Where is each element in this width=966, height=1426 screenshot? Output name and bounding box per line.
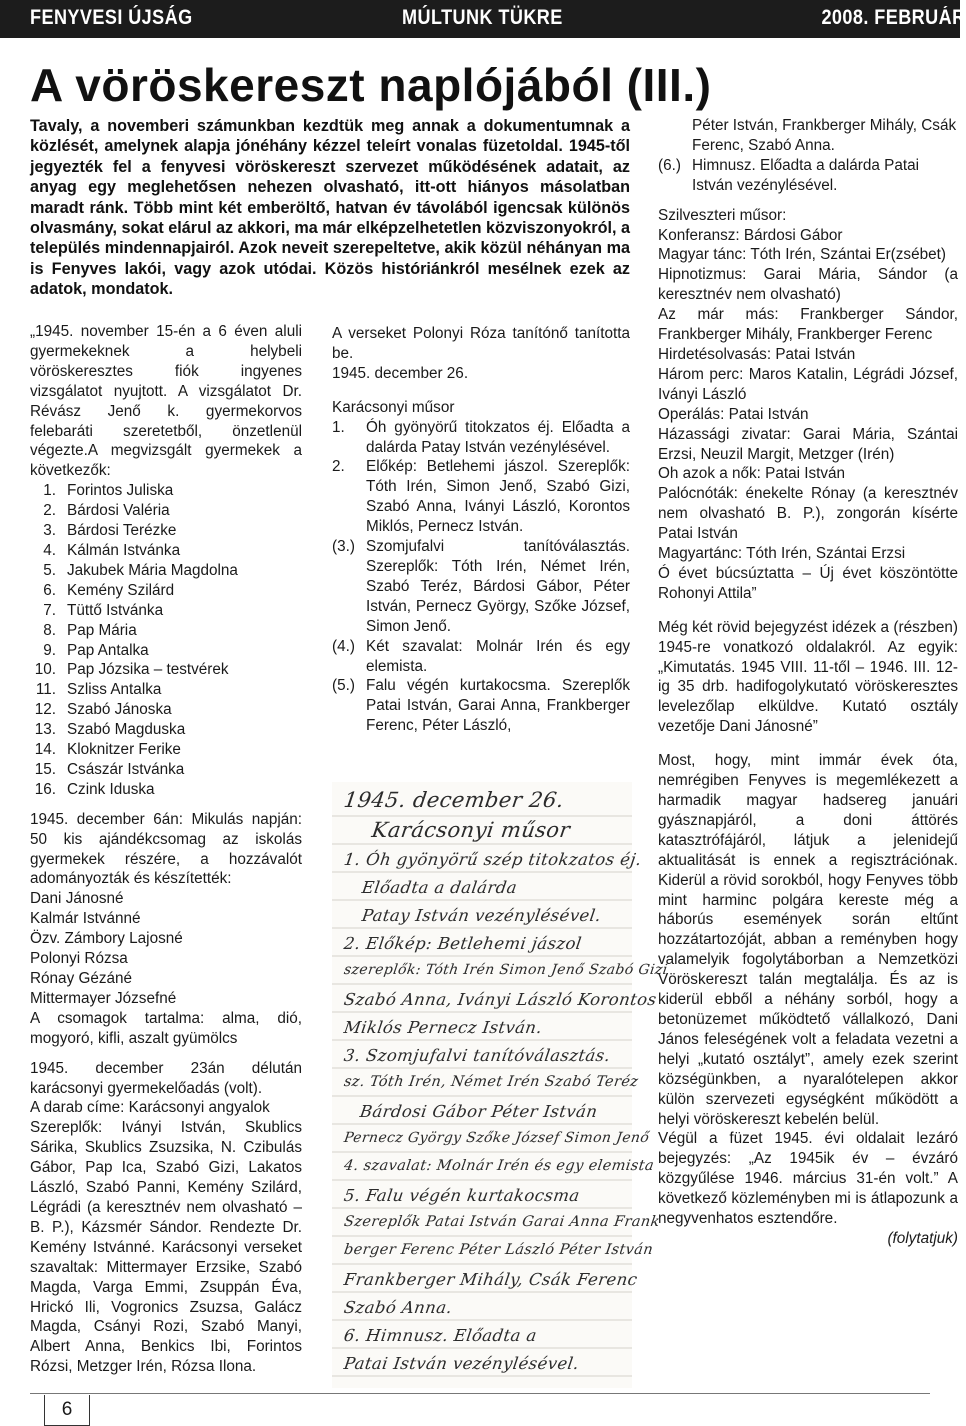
- list-item: 8. Pap Mária: [43, 621, 137, 639]
- handwritten-line: Patay István vezénylésével.: [360, 906, 603, 925]
- program-line: Házassági zivatar: Garai Mária, Szántai Erzsi, Neuzil Margit, Metzger (Irén): [658, 425, 958, 463]
- column-1: [30, 322, 302, 1377]
- list-item: (4.) Két szavalat: Molnár Irén és egy elemista.: [332, 637, 630, 675]
- header-bar: [0, 0, 966, 38]
- program-continuation: Péter István, Frankberger Mihály, Csák Ferenc, Szabó Anna.: [692, 117, 957, 154]
- date-line: 1945. december 26.: [332, 364, 469, 382]
- paragraph-commentary: Most, hogy, mint immár évek óta, nemrégiben Fenyves is megemlékezett a harmadik magyar hadsereg januári gyásznapjáról, a doni áttörés katasztrófájáról, látjuk a jelenidejű aktualitását is ennek a regisztrációnak. Kiderül a rövid sorokból, hogy Fenyves több mint harminc polgára kereste még a háborús események során eltűnt hozzátartozóját, abban a reményben hogy valamelyik fogolytáborban a Nemzetközi Vöröskereszt talán megtalálja. És az is kiderül ebből a néhány sorból, hogy a betonüzemet működtető vállalkozó, Dani János feleségének volt a feladata vezetni a helyi „kutató osztályt”, amely ezek szerint községünkben, a nyaralótelepen akkor külön szervezeti egységként működött a helyi vöröskereszt kebelén belül.: [658, 752, 958, 1128]
- paragraph-package: A csomagok tartalma: alma, dió, mogyoró, kifli, aszalt gyümölcs: [30, 1009, 302, 1047]
- program-line: Operálás: Patai István: [658, 405, 809, 423]
- column-3: [658, 116, 958, 1249]
- handwritten-line: Bárdosi Gábor Péter István: [358, 1102, 599, 1121]
- handwritten-line: 4. szavalat: Molnár Irén és egy elemista: [342, 1158, 656, 1174]
- paragraph-records: Még két rövid bejegyzést idézek a (részben) 1945-re vonatkozó oldalakról. Az egyik: „Kimutatás. 1945 VIII. 11-től – 1946. III. 12-ig 35 drb. hadifogolykutató vöröskeresztes levelezőlap elküldve. Kutató osztály vezetője Dani Jánosné”: [658, 618, 958, 736]
- paragraph-mikulas: 1945. december 6án: Mikulás napján: 50 kis ajándékcsomag az iskolás gyermekek részére, a hozzávalót adományozták és készítették:: [30, 810, 302, 888]
- handwritten-line: 6. Himnusz. Előadta a: [342, 1326, 539, 1345]
- donor-name: Polonyi Rózsa: [30, 950, 128, 968]
- paragraph-cast: Szereplők: Iványi István, Skublics Sárika, Skublics Zsuzsika, N. Czibulás Gábor, Pap Ica, Szabó Gizi, Lakatos László, Szabó Panni, Kemény Szilárd, Légrádi (a keresztnév nem olvasható – B. P.), Kázsmér Sándor. Rendezte Dr. Kemény Istvánné. Karácsonyi verseket szavaltak: Mittermayer Erzsike, Szabó Magda, Varga Emmi, Zsuppán Éva, Hrickó Ili, Vogronics Zsuzsa, Galácz Magda, Csányi Rozi, Szabó Manyi, Albert Anna, Benkics Ibi, Forintos Rózsi, Metzger Irén, Rózsa Ilona.: [30, 1119, 302, 1376]
- handwritten-line: 5. Falu végén kurtakocsma: [342, 1186, 582, 1205]
- list-item: 16. Czink Iduska: [34, 780, 155, 798]
- handwritten-line: sz. Tóth Irén, Német Irén Szabó Teréz: [342, 1074, 640, 1090]
- handwritten-line: Szabó Anna.: [342, 1298, 454, 1317]
- program-list-cont: [658, 156, 958, 196]
- handwritten-line: Szereplők Patai István Garai Anna Frank: [342, 1214, 661, 1230]
- list-item: 1. Forintos Juliska: [43, 482, 174, 500]
- donor-name: Kalmár Istvánné: [30, 910, 141, 928]
- handwritten-line: Miklós Pernecz István.: [342, 1018, 544, 1037]
- article-intro: Tavaly, a novemberi számunkban kezdtük meg annak a dokumentumnak a közlését, amelynek alapja jónéhány kézzel teleírt vonalas füzetoldal. 1945-től jegyezték fel a fenyvesi vöröskereszt szervezet működésének adatait, az anyag egy meglehetősen nehezen olvasható, itt-ott hiányos másolatban maradt ránk. Több mint két emberöltő, hatvan év távolából igencsak különös olvasmány, sokat elárul az akkori, ma már elképzelhetetlen közviszonyokról, a település mindennapjairól. Azok neveit szerepeltetve, akik közül néhányan ma is Fenyves lakói, vagy azok utódai. Közös históriánkról mesélnek ezek az adatok, mondatok.: [30, 117, 630, 299]
- handwritten-line: Karácsonyi műsor: [370, 818, 572, 842]
- program-list: [332, 418, 630, 737]
- handwritten-line: Előadta a dalárda: [360, 878, 519, 897]
- section-name: MÚLTUNK TÜKRE: [402, 6, 563, 29]
- handwritten-line: Pernecz György Szőke József Simon Jenő: [342, 1130, 651, 1146]
- list-item: 12. Szabó Jánoska: [34, 701, 172, 719]
- paragraph-christmas-show: 1945. december 23án délután karácsonyi gyermekelőadás (volt).: [30, 1059, 302, 1097]
- list-item: 5. Jakubek Mária Magdolna: [43, 561, 238, 579]
- list-item: 11. Szliss Antalka: [35, 681, 162, 699]
- footer-rule: [30, 1393, 930, 1394]
- list-item: 14. Kloknitzer Ferike: [34, 741, 181, 759]
- handwritten-line: Frankberger Mihály, Csák Ferenc: [342, 1270, 639, 1289]
- program-line: Három perc: Maros Katalin, Légrádi József, Iványi László: [658, 365, 958, 403]
- donor-name: Rónay Gézáné: [30, 970, 133, 987]
- to-be-continued: (folytatjuk): [887, 1229, 958, 1247]
- new-year-program-heading: Szilveszteri műsor:: [658, 206, 787, 224]
- paragraph-exam: „1945. november 15-én a 6 éven aluli gyermekeknek a helybeli vöröskeresztes fiók ingyenes vizsgálatot nyujtott. A vizsgálatot Dr. Révász Jenő k. gyermekorvos felebaráti szeretetből, önzetlenül végezte.A megvizsgált gyermekek a következők:: [30, 323, 302, 480]
- list-item: 2. Előkép: Betlehemi jászol. Szereplők: Tóth Irén, Simon Jenő, Szabó Gizi, Szabó Anna, Iványi László, Korontos Miklós, Pernecz István.: [332, 458, 630, 536]
- page-number: 6: [44, 1395, 90, 1426]
- list-item: (3.) Szomjufalvi tanítóválasztás. Szereplők: Tóth Irén, Német Irén, Szabó Teréz, Bárdosi Gábor, Péter István, Pernecz György, Szőke József, Simon Jenő.: [332, 538, 630, 635]
- handwritten-line: szereplők: Tóth Irén Simon Jenő Szabó Gizi: [342, 962, 669, 978]
- list-item: (5.) Falu végén kurtakocsma. Szereplők Patai István, Garai Anna, Frankberger Ferenc, Péter László,: [332, 677, 630, 735]
- handwritten-line: 1945. december 26.: [342, 788, 566, 812]
- list-item: 7. Tüttő Istvánka: [43, 601, 164, 619]
- donor-name: Mittermayer Józsefné: [30, 989, 177, 1007]
- list-item: 9. Pap Antalka: [43, 641, 149, 659]
- list-item: 13. Szabó Magduska: [34, 721, 186, 739]
- handwritten-line: 1. Óh gyönyörű szép titokzatos éj.: [342, 850, 643, 869]
- donor-name: Özv. Zámbory Lajosné: [30, 930, 183, 948]
- notebook-scan-image: [332, 782, 669, 1388]
- column-2: [332, 324, 630, 736]
- list-item: 15. Császár Istvánka: [34, 760, 185, 778]
- donor-name: Dani Jánosné: [30, 890, 124, 908]
- program-line: Az már más: Frankberger Sándor, Frankberger Mihály, Frankberger Ferenc: [658, 306, 958, 344]
- paragraph-poems: A verseket Polonyi Róza tanítónő tanította be.: [332, 325, 630, 362]
- program-line: Hipnotizmus: Garai Mária, Sándor (a keresztnév nem olvasható): [658, 266, 958, 304]
- list-item: 1. Óh gyönyörű titokzatos éj. Előadta a dalárda Patay István vezénylésével.: [332, 418, 630, 456]
- program-line: Hirdetésolvasás: Patai István: [658, 345, 856, 363]
- program-line: Magyar tánc: Tóth Irén, Szántai Er(zsébet): [658, 246, 946, 264]
- program-line: Oh azok a nők: Patai István: [658, 465, 846, 483]
- program-heading: Karácsonyi műsor: [332, 398, 455, 416]
- paragraph-closing: Végül a füzet 1945. évi oldalait lezáró bejegyzés: „Az 1945ik év – évzáró közgyűlése 1946. március 31-én volt.” A következő közleményben mi is átlapozunk a negyvenhatos esztendőre.: [658, 1130, 958, 1228]
- list-item: 2. Bárdosi Valéria: [43, 502, 170, 520]
- program-line: Konferansz: Bárdosi Gábor: [658, 226, 843, 244]
- program-line: Magyartánc: Tóth Irén, Szántai Erzsi: [658, 545, 906, 563]
- list-item: (6.) Himnusz. Előadta a dalárda Patai István vezénylésével.: [658, 156, 920, 194]
- list-item: 4. Kálmán Istvánka: [43, 541, 181, 559]
- handwritten-line: berger Ferenc Péter László Péter István: [342, 1242, 655, 1258]
- children-list: [30, 481, 302, 800]
- program-line: Ó évet búcsúztatta – Új évet köszöntötte Rohonyi Attila”: [658, 564, 958, 602]
- issue-date: 2008. FEBRUÁR: [821, 6, 966, 29]
- paragraph-play-title: A darab címe: Karácsonyi angyalok: [30, 1099, 270, 1117]
- article-title: A vöröskereszt naplójából (III.): [30, 59, 712, 111]
- list-item: 6. Kemény Szilárd: [43, 581, 175, 599]
- list-item: 3. Bárdosi Terézke: [43, 522, 177, 540]
- program-line: Palócnóták: énekelte Rónay (a keresztnév nem olvasható B. P.), zongorán kísérte Patai István: [658, 485, 958, 543]
- handwritten-line: 2. Előkép: Betlehemi jászol: [342, 934, 583, 953]
- handwritten-line: 3. Szomjufalvi tanítóválasztás.: [342, 1046, 612, 1065]
- publication-name: FENYVESI ÚJSÁG: [30, 6, 193, 29]
- handwritten-line: Szabó Anna, Iványi László Korontos: [342, 990, 658, 1009]
- list-item: 10. Pap Józsika – testvérek: [34, 661, 229, 679]
- handwritten-line: Patai István vezénylésével.: [342, 1354, 581, 1373]
